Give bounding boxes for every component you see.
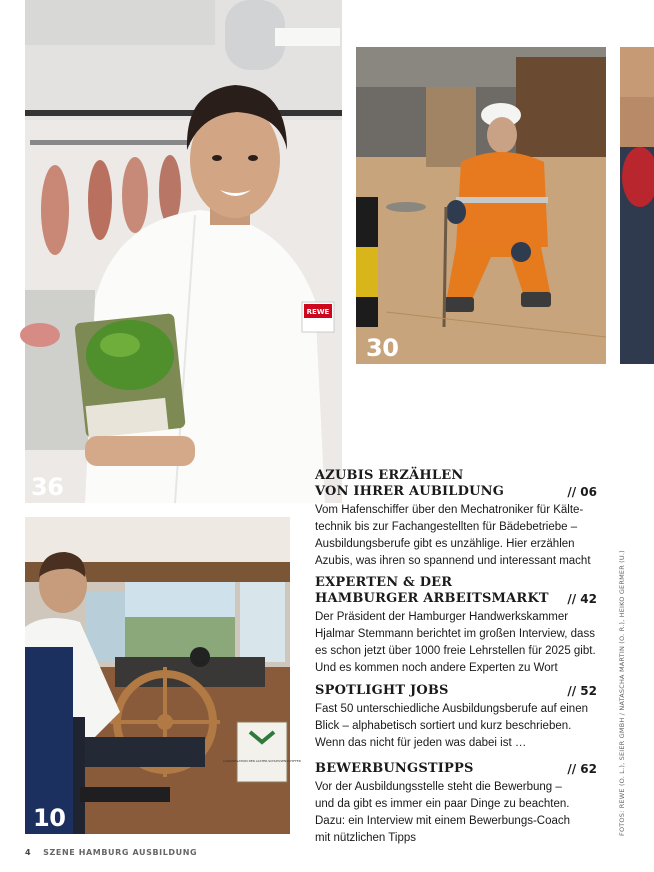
toc-entry-page-ref: // 62 [567, 762, 597, 776]
photo-rewe-apprentice [25, 0, 342, 503]
toc-entry-page-ref: // 52 [567, 684, 597, 698]
toc-entry-bewerbung[interactable] [315, 761, 597, 847]
toc-entry-title-line: SPOTLIGHT JOBS [315, 683, 449, 698]
toc-entry-body: Vor der Ausbildungsstelle steht die Bewerbung – und da gibt es immer ein paar Dinge zu beachten. Dazu: ein Interview mit einem Bewerbungs-Coach mit nützlichen Tipps [315, 781, 571, 844]
photo-construction-illustration [356, 47, 606, 364]
photo-ship-illustration [25, 517, 301, 834]
footer-publication: SZENE HAMBURG AUSBILDUNG [43, 848, 198, 857]
page-footer [25, 848, 197, 857]
toc-entry-head [315, 761, 597, 777]
toc-entry-title-line: EXPERTEN & DER [315, 575, 453, 590]
toc-entry-body: Der Präsident der Hamburger Handwerkskammer Hjalmar Stemmann berichtet im großen Interview, dass es schon jetzt über 1000 freie Lehrstellen für 2025 gibt. Und es kommen noch andere Experten zu Wort [315, 611, 596, 674]
photo-credit: FOTOS: REWE (O. L.), SEIER GMBH / NATASCHA MARTIN (O. R.), HEIKO GERMER (U.) [618, 550, 626, 836]
toc-entry-title-line: VON IHRER AUBILDUNG [315, 484, 505, 499]
toc-entry-head [315, 683, 597, 699]
photo-partial-illustration [620, 47, 654, 364]
plaque-text: CONGREGATION DER ALSTER-SCHLEUSENSCHIFFER [223, 759, 301, 763]
toc-entry-title-line: HAMBURGER ARBEITSMARKT [315, 591, 549, 606]
photo-rewe-illustration [25, 0, 342, 503]
toc-entry-page-ref: // 42 [567, 592, 597, 606]
toc-entry-page-ref: // 06 [567, 485, 597, 499]
photo-ship-apprentice [25, 517, 301, 834]
footer-page-number: 4 [25, 848, 31, 857]
photo-partial-edge [620, 47, 654, 364]
toc-entry-body: Fast 50 unterschiedliche Ausbildungsberufe auf einen Blick – alphabetisch sortiert und kurz beschrieben. Wenn das nicht für jeden was dabei ist … [315, 703, 588, 749]
photo-page-number: 36 [31, 473, 64, 501]
toc-entry-azubis[interactable] [315, 468, 597, 570]
rewe-badge-logo: REWE [306, 308, 330, 316]
toc-entry-spotlight[interactable] [315, 683, 597, 752]
toc-entry-head [315, 468, 597, 500]
photo-page-number: 30 [366, 334, 399, 362]
toc-entry-title-line: AZUBIS ERZÄHLEN [315, 468, 464, 483]
toc-entry-experten[interactable] [315, 575, 597, 677]
toc-entry-head [315, 575, 597, 607]
photo-construction-apprentice [356, 47, 606, 364]
photo-page-number: 10 [33, 804, 66, 832]
toc-entry-body: Vom Hafenschiffer über den Mechatroniker für Kälte- technik bis zur Fachangestellten für Bädebetriebe – Ausbildungsberufe gibt es unzählige. Hier erzählen Azubis, was ihren so spannend und interessant macht [315, 504, 591, 567]
toc-entry-title-line: BEWERBUNGSTIPPS [315, 761, 474, 776]
